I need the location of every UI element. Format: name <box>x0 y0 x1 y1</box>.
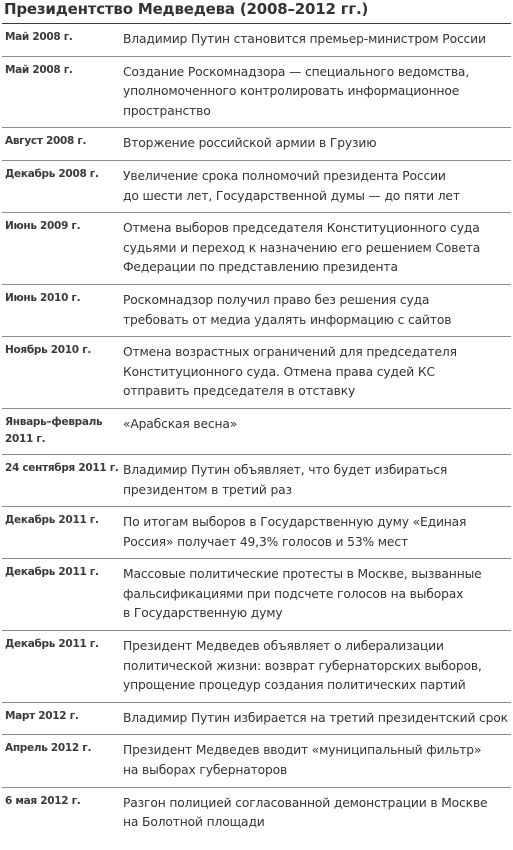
table-row <box>2 337 511 409</box>
table-row <box>2 559 511 631</box>
row-date: Июнь 2009 г. <box>5 220 81 233</box>
table-row <box>2 213 511 285</box>
row-event: Разгон полицией согласованной демонстрации в Москве на Болотной площади <box>123 795 488 830</box>
row-date: Август 2008 г. <box>5 135 87 148</box>
table-row <box>2 57 511 129</box>
row-event: Создание Роскомнадзора — специального ведомства, уполномоченного контролировать информационное пространство <box>123 64 470 118</box>
row-event: Роскомнадзор получил право без решения суда требовать от медиа удалять информацию с сайтов <box>123 292 452 327</box>
row-event: Владимир Путин избирается на третий президентский срок <box>123 710 508 725</box>
row-event: По итогам выборов в Государственную думу «Единая Россия» получает 49,3% голосов и 53% мест <box>123 515 467 549</box>
table-row <box>2 631 511 703</box>
row-event: Владимир Путин объявляет, что будет избираться президентом в третий раз <box>123 462 448 497</box>
table-row <box>2 455 511 507</box>
row-event: Массовые политические протесты в Москве, вызванные фальсификациями при подсчете голосов на выборах в Государственную думу <box>123 567 482 621</box>
table-row <box>2 409 511 455</box>
table-row <box>2 161 511 213</box>
row-date: Декабрь 2011 г. <box>5 514 99 527</box>
row-event: Владимир Путин становится премьер-министром России <box>123 32 486 46</box>
timeline-table <box>2 24 511 839</box>
table-row <box>2 285 511 337</box>
table-title: Президентство Медведева (2008–2012 гг.) <box>2 0 511 24</box>
table-row <box>2 507 511 559</box>
row-date: Май 2008 г. <box>5 63 73 76</box>
row-date: Ноябрь 2010 г. <box>5 344 92 357</box>
row-event: «Арабская весна» <box>123 416 238 431</box>
row-event: Президент Медведев объявляет о либерализации политической жизни: возврат губернаторских выборов, упрощение процедур создания политических партий <box>123 639 482 693</box>
row-event: Президент Медведев вводит «муниципальный фильтр» на выборах губернаторов <box>123 743 482 778</box>
row-date: 6 мая 2012 г. <box>5 794 81 807</box>
table-row <box>2 735 511 787</box>
table-row <box>2 703 511 736</box>
table-row <box>2 24 511 57</box>
table-row <box>2 128 511 161</box>
row-event: Увеличение срока полномочий президента России до шести лет, Государственной думы — до пяти лет <box>123 168 460 203</box>
row-event: Отмена выборов председателя Конституционного суда судьями и переход к назначению его решением Совета Федерации по представлению президента <box>123 221 481 275</box>
row-date: Март 2012 г. <box>5 709 79 722</box>
row-date: Июнь 2010 г. <box>5 291 81 304</box>
row-date: Декабрь 2011 г. <box>5 638 99 651</box>
row-date: Апрель 2012 г. <box>5 742 92 755</box>
table-row <box>2 788 511 839</box>
row-date: Декабрь 2011 г. <box>5 566 99 579</box>
row-event: Вторжение российской армии в Грузию <box>123 136 377 151</box>
row-date: Май 2008 г. <box>5 31 73 43</box>
row-date: 24 сентября 2011 г. <box>5 461 119 474</box>
row-event: Отмена возрастных ограничений для председателя Конституционного суда. Отмена права судей КС отправить председателя в отставку <box>123 345 457 399</box>
row-date: Декабрь 2008 г. <box>5 167 99 180</box>
row-date: Январь–февраль 2011 г. <box>5 415 103 445</box>
